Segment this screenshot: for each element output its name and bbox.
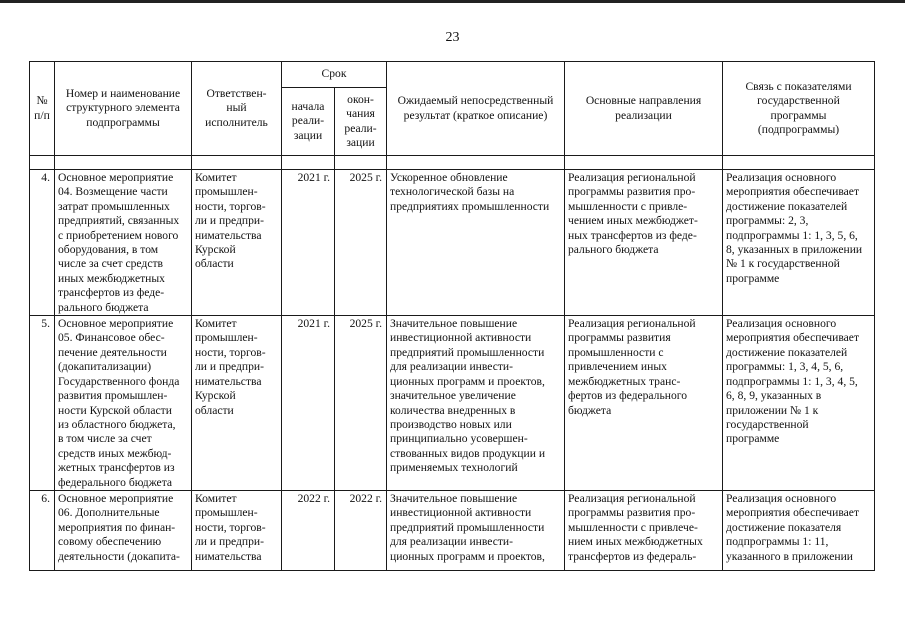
row-directions: Реализация региональной программы развития про- мышленности с привле- чением иных межбюджет- ных трансфертов из феде- рального бюджета xyxy=(565,170,723,316)
row-name: Основное мероприятие 04. Возмещение части затрат промышленных предприятий, связанных с приобретением нового оборудования, в том числе за счет средств иных межбюджетных трансфертов из феде- рального бюджета xyxy=(55,170,192,316)
row-number: 4. xyxy=(30,170,55,316)
header-spacer-row xyxy=(30,156,875,170)
header-name: Номер и наименование структурного элемента подпрограммы xyxy=(55,62,192,156)
row-result: Ускоренное обновление технологической базы на предприятиях промышленности xyxy=(387,170,565,316)
page-number: 23 xyxy=(445,30,460,45)
row-executor: Комитет промышлен- ности, торгов- ли и предпри- нимательства Курской области xyxy=(192,316,282,491)
table-row xyxy=(30,170,875,316)
table-row xyxy=(30,316,875,491)
row-directions: Реализация региональной программы развития промышленности с привлечением иных межбюджетных транс- фертов из федерального бюджета xyxy=(565,316,723,491)
header-num: № п/п xyxy=(30,62,55,156)
row-link: Реализация основного мероприятия обеспечивает достижение показателей программы: 1, 3, 4, 5, 6, подпрограммы 1: 1, 3, 4, 5, 6, 8, 9, указанных в приложении № 1 к государственной программе xyxy=(723,316,875,491)
row-end: 2025 г. xyxy=(335,316,387,491)
row-start: 2022 г. xyxy=(282,490,335,570)
page-top-edge xyxy=(0,0,905,3)
header-start: начала реали- зации xyxy=(282,88,335,156)
table-row xyxy=(30,490,875,570)
header-link: Связь с показателями государственной программы (подпрограммы) xyxy=(723,62,875,156)
row-end: 2025 г. xyxy=(335,170,387,316)
program-table xyxy=(29,61,875,571)
row-end: 2022 г. xyxy=(335,490,387,570)
row-link: Реализация основного мероприятия обеспечивает достижение показателей программы: 2, 3, подпрограммы 1: 1, 3, 5, 6, 8, указанных в приложении № 1 к государственной программе xyxy=(723,170,875,316)
row-start: 2021 г. xyxy=(282,170,335,316)
row-result: Значительное повышение инвестиционной активности предприятий промышленности для реализации инвести- ционных программ и проектов, xyxy=(387,490,565,570)
row-name: Основное мероприятие 05. Финансовое обес- печение деятельности (докапитализации) Государственного фонда развития промышлен- ности Курской области из областного бюджета, в том числе за счет средств иных межбюд- жетных трансфертов из федерального бюджета xyxy=(55,316,192,491)
row-result: Значительное повышение инвестиционной активности предприятий промышленности для реализации инвести- ционных программ и проектов, значительное увеличение количества внедренных в производство новых или принципиально усовершен- ствованных видов продукции и применяемых технологий xyxy=(387,316,565,491)
header-term: Срок xyxy=(282,62,387,88)
header-directions: Основные направления реализации xyxy=(565,62,723,156)
row-executor: Комитет промышлен- ности, торгов- ли и предпри- нимательства Курской области xyxy=(192,170,282,316)
row-directions: Реализация региональной программы развития про- мышленности с привлече- нием иных межбюджетных трансфертов из федераль- xyxy=(565,490,723,570)
row-name: Основное мероприятие 06. Дополнительные мероприятия по финан- совому обеспечению деятельности (докапита- xyxy=(55,490,192,570)
row-number: 6. xyxy=(30,490,55,570)
row-link: Реализация основного мероприятия обеспечивает достижение показателя подпрограммы 1: 11, указанного в приложении xyxy=(723,490,875,570)
row-executor: Комитет промышлен- ности, торгов- ли и предпри- нимательства xyxy=(192,490,282,570)
row-start: 2021 г. xyxy=(282,316,335,491)
row-number: 5. xyxy=(30,316,55,491)
header-end: окон- чания реали- зации xyxy=(335,88,387,156)
header-executor: Ответствен- ный исполнитель xyxy=(192,62,282,156)
header-result: Ожидаемый непосредственный результат (краткое описание) xyxy=(387,62,565,156)
